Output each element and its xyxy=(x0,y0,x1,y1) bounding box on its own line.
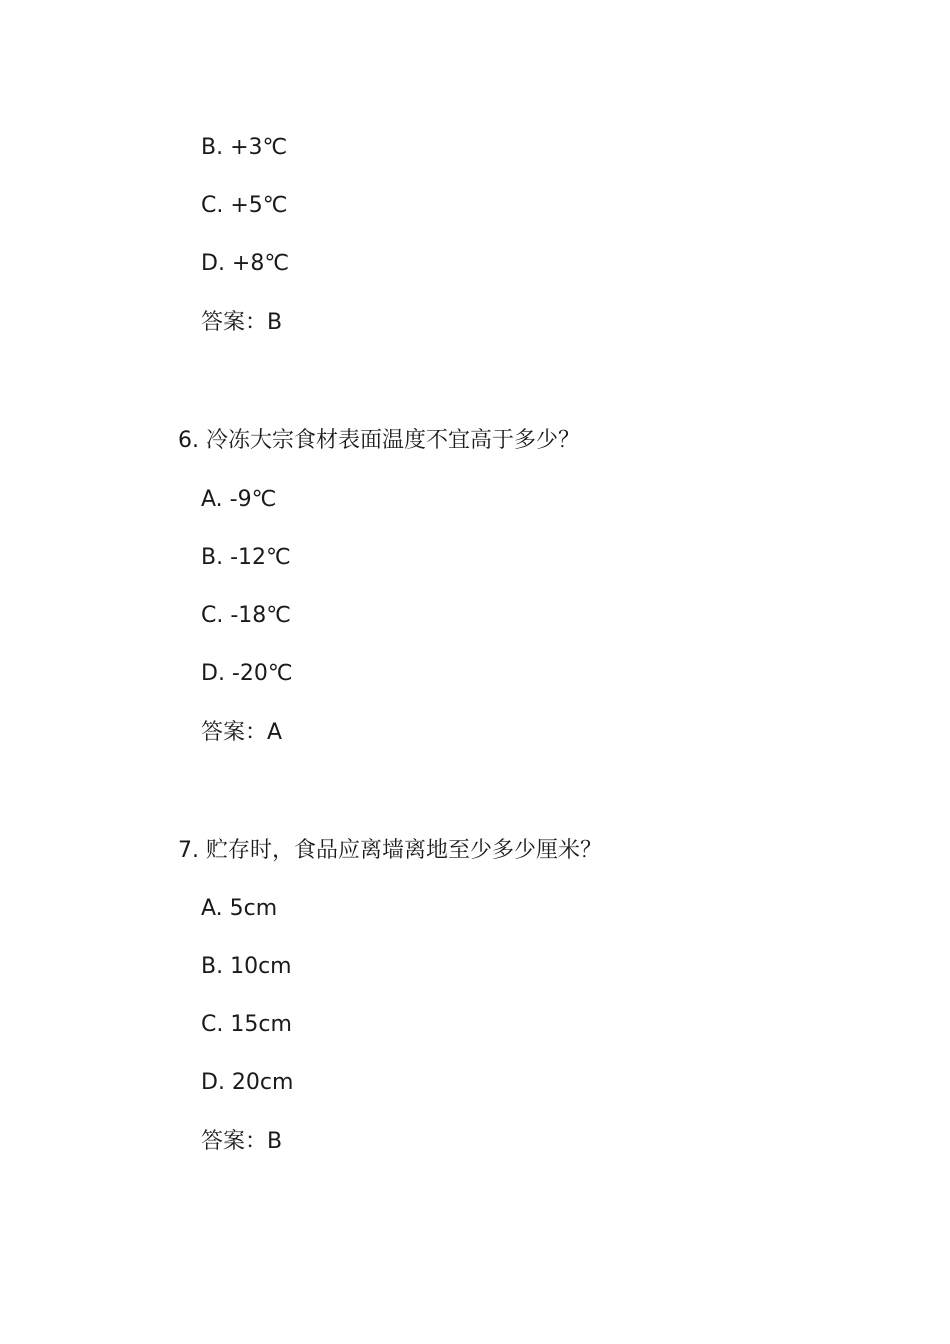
q6-option-b: B. -12℃ xyxy=(201,545,291,570)
q5-option-c: C. +5℃ xyxy=(201,193,288,218)
q7-option-a: A. 5cm xyxy=(201,896,278,921)
q5-option-d: D. +8℃ xyxy=(201,251,290,276)
q6-option-c: C. -18℃ xyxy=(201,603,291,628)
q6-option-d: D. -20℃ xyxy=(201,661,293,686)
q7-option-b: B. 10cm xyxy=(201,954,292,979)
q6-question: 6. 冷冻大宗食材表面温度不宜高于多少？ xyxy=(178,428,580,453)
q6-option-a: A. -9℃ xyxy=(201,487,277,512)
q7-question: 7. 贮存时，食品应离墙离地至少多少厘米？ xyxy=(178,838,602,863)
q7-answer: 答案：B xyxy=(201,1129,283,1154)
q6-answer: 答案：A xyxy=(201,720,283,745)
q7-option-d: D. 20cm xyxy=(201,1070,294,1095)
q5-answer: 答案：B xyxy=(201,310,283,335)
q7-option-c: C. 15cm xyxy=(201,1012,292,1037)
q5-option-b: B. +3℃ xyxy=(201,135,288,160)
